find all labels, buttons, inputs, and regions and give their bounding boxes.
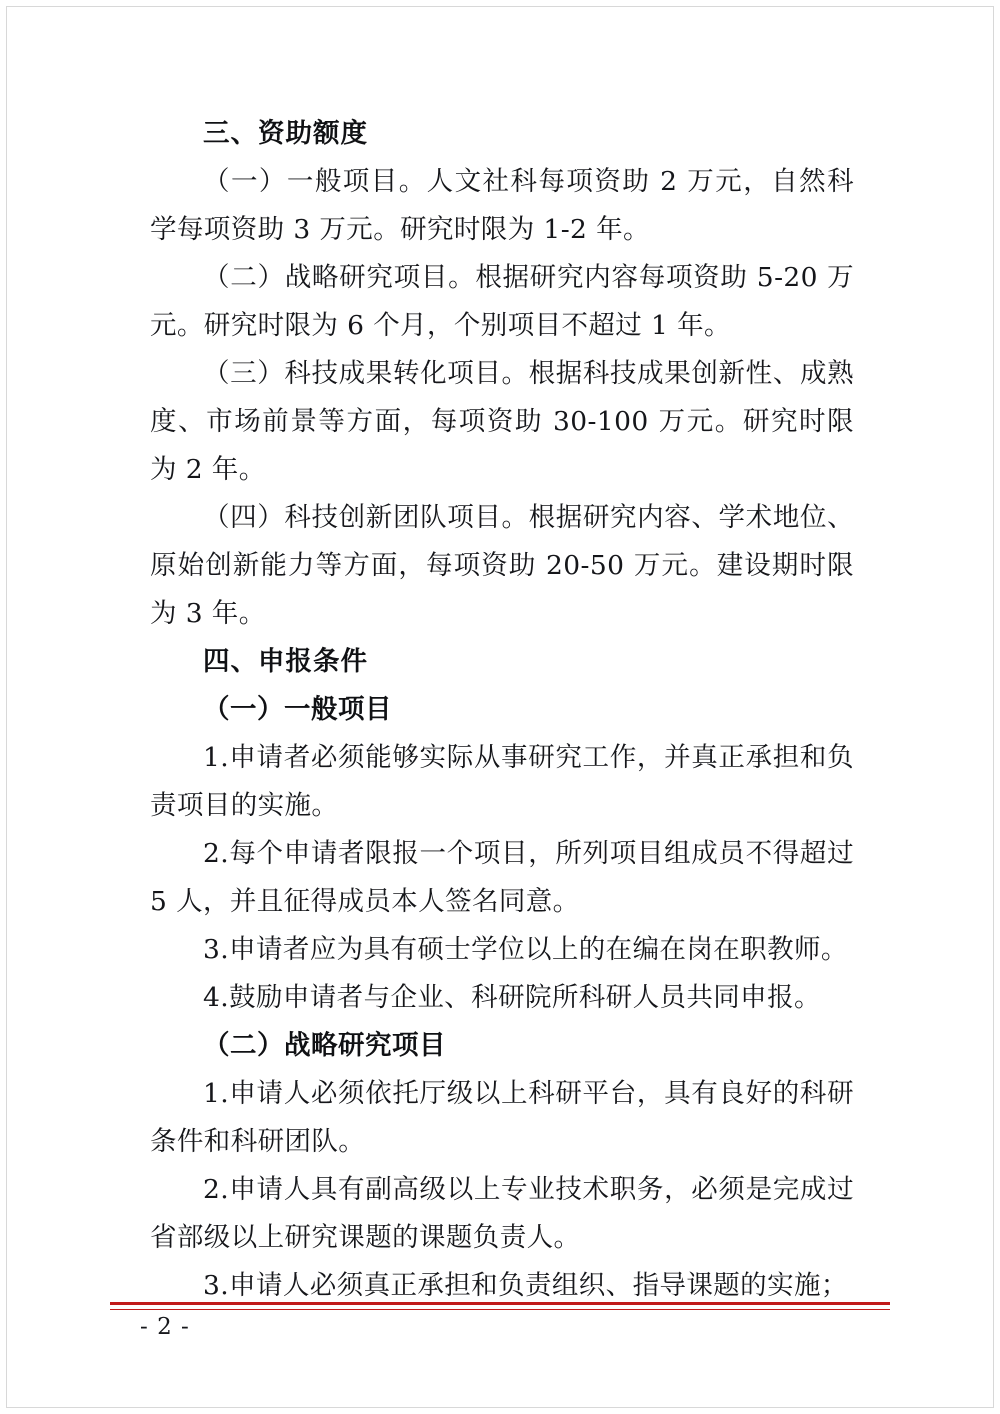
paragraph: （四）科技创新团队项目。根据研究内容、学术地位、原始创新能力等方面，每项资助 20-50 万元。建设期时限为 3 年。 [150,502,854,629]
paragraph: 2.每个申请者限报一个项目，所列项目组成员不得超过 5 人，并且征得成员本人签名同意。 [150,838,854,917]
paragraph: （一）一般项目。人文社科每项资助 2 万元，自然科学每项资助 3 万元。研究时限为 1-2 年。 [150,166,854,245]
footer-rule-thin [110,1309,890,1310]
section-heading: 三、资助额度 [203,118,368,149]
document-body [150,110,854,1310]
page-number: - 2 - [140,1314,190,1340]
paragraph: 3.申请人必须真正承担和负责组织、指导课题的实施； [203,1270,848,1301]
paragraph: 1.申请人必须依托厅级以上科研平台，具有良好的科研条件和科研团队。 [150,1078,854,1157]
section-heading: 四、申报条件 [203,646,368,677]
paragraph: 2.申请人具有副高级以上专业技术职务，必须是完成过省部级以上研究课题的课题负责人。 [150,1174,854,1253]
paragraph: 3.申请者应为具有硕士学位以上的在编在岗在职教师。 [203,934,848,965]
subsection-heading: （一）一般项目 [203,694,392,725]
paragraph: 1.申请者必须能够实际从事研究工作，并真正承担和负责项目的实施。 [150,742,854,821]
footer-rule-thick [110,1302,890,1305]
paragraph: （三）科技成果转化项目。根据科技成果创新性、成熟度、市场前景等方面，每项资助 30-100 万元。研究时限为 2 年。 [150,358,854,485]
subsection-heading: （二）战略研究项目 [203,1030,446,1061]
page-footer [110,1302,890,1342]
paragraph: （二）战略研究项目。根据研究内容每项资助 5-20 万元。研究时限为 6 个月，个别项目不超过 1 年。 [150,262,854,341]
paragraph: 4.鼓励申请者与企业、科研院所科研人员共同申报。 [203,982,821,1013]
